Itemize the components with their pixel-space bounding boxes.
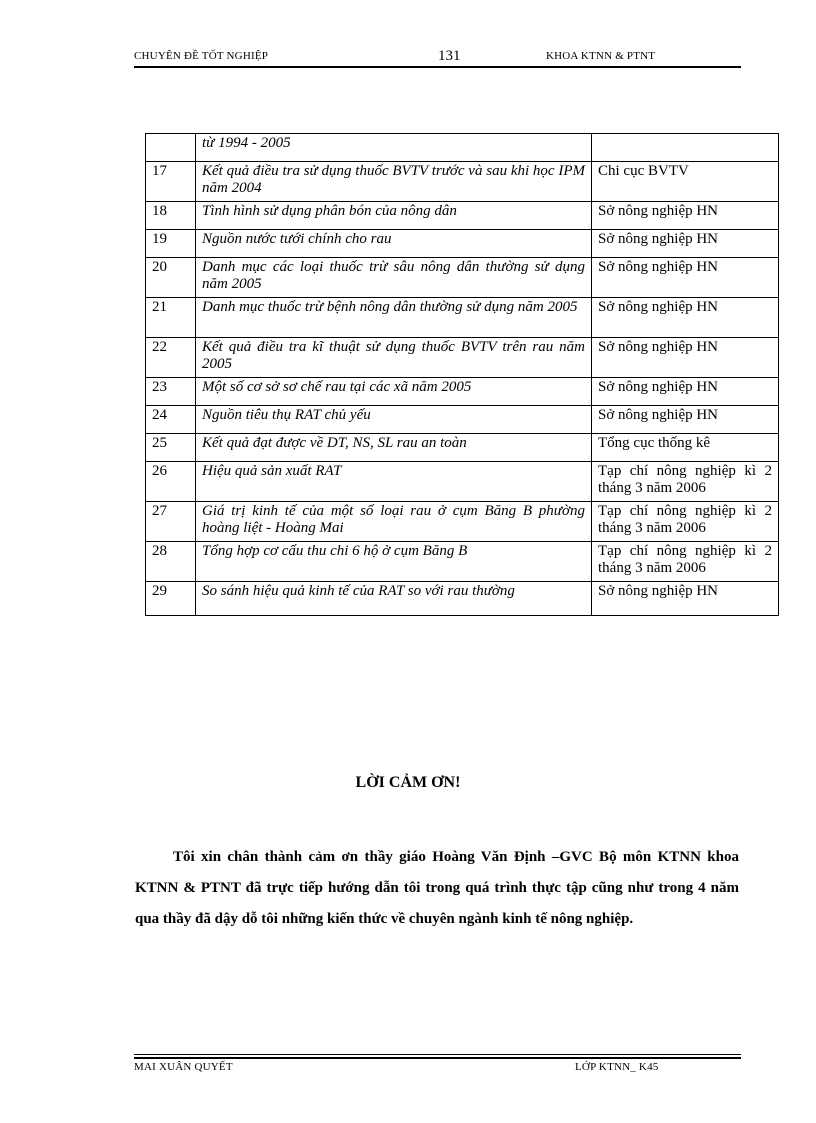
row-number: 19 xyxy=(146,230,196,258)
row-number: 28 xyxy=(146,542,196,582)
row-number: 25 xyxy=(146,434,196,462)
row-title: Hiệu quả sản xuất RAT xyxy=(196,462,592,502)
table-row xyxy=(146,406,779,434)
row-number: 24 xyxy=(146,406,196,434)
table-row xyxy=(146,434,779,462)
row-title: từ 1994 - 2005 xyxy=(196,134,592,162)
row-title: Kết quả đạt được về DT, NS, SL rau an toàn xyxy=(196,434,592,462)
header-thesis-title: CHUYÊN ĐỀ TỐT NGHIỆP xyxy=(134,50,269,62)
row-title: Danh mục thuốc trừ bệnh nông dân thường sử dụng năm 2005 xyxy=(196,298,592,338)
footer-rule-thick xyxy=(134,1057,741,1059)
row-source: Sở nông nghiệp HN xyxy=(592,582,779,616)
table-row xyxy=(146,258,779,298)
row-title: Nguồn nước tưới chính cho rau xyxy=(196,230,592,258)
row-number: 22 xyxy=(146,338,196,378)
table-row xyxy=(146,502,779,542)
row-source: Tạp chí nông nghiệp kì 2 tháng 3 năm 2006 xyxy=(592,462,779,502)
figures-table-body xyxy=(146,134,779,616)
footer-author: MAI XUÂN QUYẾT xyxy=(134,1061,233,1073)
row-number: 29 xyxy=(146,582,196,616)
row-title: Nguồn tiêu thụ RAT chủ yếu xyxy=(196,406,592,434)
table-row xyxy=(146,162,779,202)
row-source: Tạp chí nông nghiệp kì 2 tháng 3 năm 2006 xyxy=(592,502,779,542)
page-header xyxy=(134,48,740,68)
row-number: 27 xyxy=(146,502,196,542)
row-title: Kết quả điều tra sử dụng thuốc BVTV trước và sau khi học IPM năm 2004 xyxy=(196,162,592,202)
row-number: 26 xyxy=(146,462,196,502)
row-title: Một số cơ sở sơ chế rau tại các xã năm 2005 xyxy=(196,378,592,406)
row-source: Chi cục BVTV xyxy=(592,162,779,202)
footer-class: LỚP KTNN_ K45 xyxy=(575,1061,659,1073)
row-title: Tổng hợp cơ cấu thu chi 6 hộ ở cụm Băng B xyxy=(196,542,592,582)
row-number: 23 xyxy=(146,378,196,406)
row-title: Danh mục các loại thuốc trừ sâu nông dân thường sử dụng năm 2005 xyxy=(196,258,592,298)
table-row xyxy=(146,202,779,230)
table-row xyxy=(146,134,779,162)
table-row xyxy=(146,378,779,406)
row-title: Giá trị kinh tế của một số loại rau ở cụm Băng B phường hoàng liệt - Hoàng Mai xyxy=(196,502,592,542)
header-rule xyxy=(134,66,741,68)
row-source: Sở nông nghiệp HN xyxy=(592,378,779,406)
table-row xyxy=(146,230,779,258)
row-source xyxy=(592,134,779,162)
row-number: 17 xyxy=(146,162,196,202)
row-source: Sở nông nghiệp HN xyxy=(592,298,779,338)
row-title: Kết quả điều tra kĩ thuật sử dụng thuốc BVTV trên rau năm 2005 xyxy=(196,338,592,378)
footer-rule-thin xyxy=(134,1054,741,1055)
table-row xyxy=(146,462,779,502)
row-source: Sở nông nghiệp HN xyxy=(592,338,779,378)
row-number: 20 xyxy=(146,258,196,298)
acknowledgement-paragraph: Tôi xin chân thành cảm ơn thầy giáo Hoàng Văn Định –GVC Bộ môn KTNN khoa KTNN & PTNT đã trực tiếp hướng dẫn tôi trong quá trình thực tập cũng như trong 4 năm qua thầy đã dậy dỗ tôi những kiến thức về chuyên ngành kinh tế nông nghiệp. xyxy=(135,849,739,927)
row-source: Sở nông nghiệp HN xyxy=(592,202,779,230)
row-source: Sở nông nghiệp HN xyxy=(592,258,779,298)
row-number: 18 xyxy=(146,202,196,230)
figures-table xyxy=(145,133,779,616)
row-title: So sánh hiệu quả kinh tế của RAT so với rau thường xyxy=(196,582,592,616)
row-source: Tổng cục thống kê xyxy=(592,434,779,462)
row-source: Sở nông nghiệp HN xyxy=(592,406,779,434)
page-number: 131 xyxy=(438,48,461,64)
row-source: Tạp chí nông nghiệp kì 2 tháng 3 năm 2006 xyxy=(592,542,779,582)
row-title: Tình hình sử dụng phân bón của nông dân xyxy=(196,202,592,230)
table-row xyxy=(146,338,779,378)
row-number: 21 xyxy=(146,298,196,338)
header-faculty: KHOA KTNN & PTNT xyxy=(546,50,656,62)
row-number xyxy=(146,134,196,162)
table-row xyxy=(146,298,779,338)
row-source: Sở nông nghiệp HN xyxy=(592,230,779,258)
table-row xyxy=(146,582,779,616)
acknowledgement-heading: LỜI CẢM ƠN! xyxy=(355,774,461,791)
table-row xyxy=(146,542,779,582)
